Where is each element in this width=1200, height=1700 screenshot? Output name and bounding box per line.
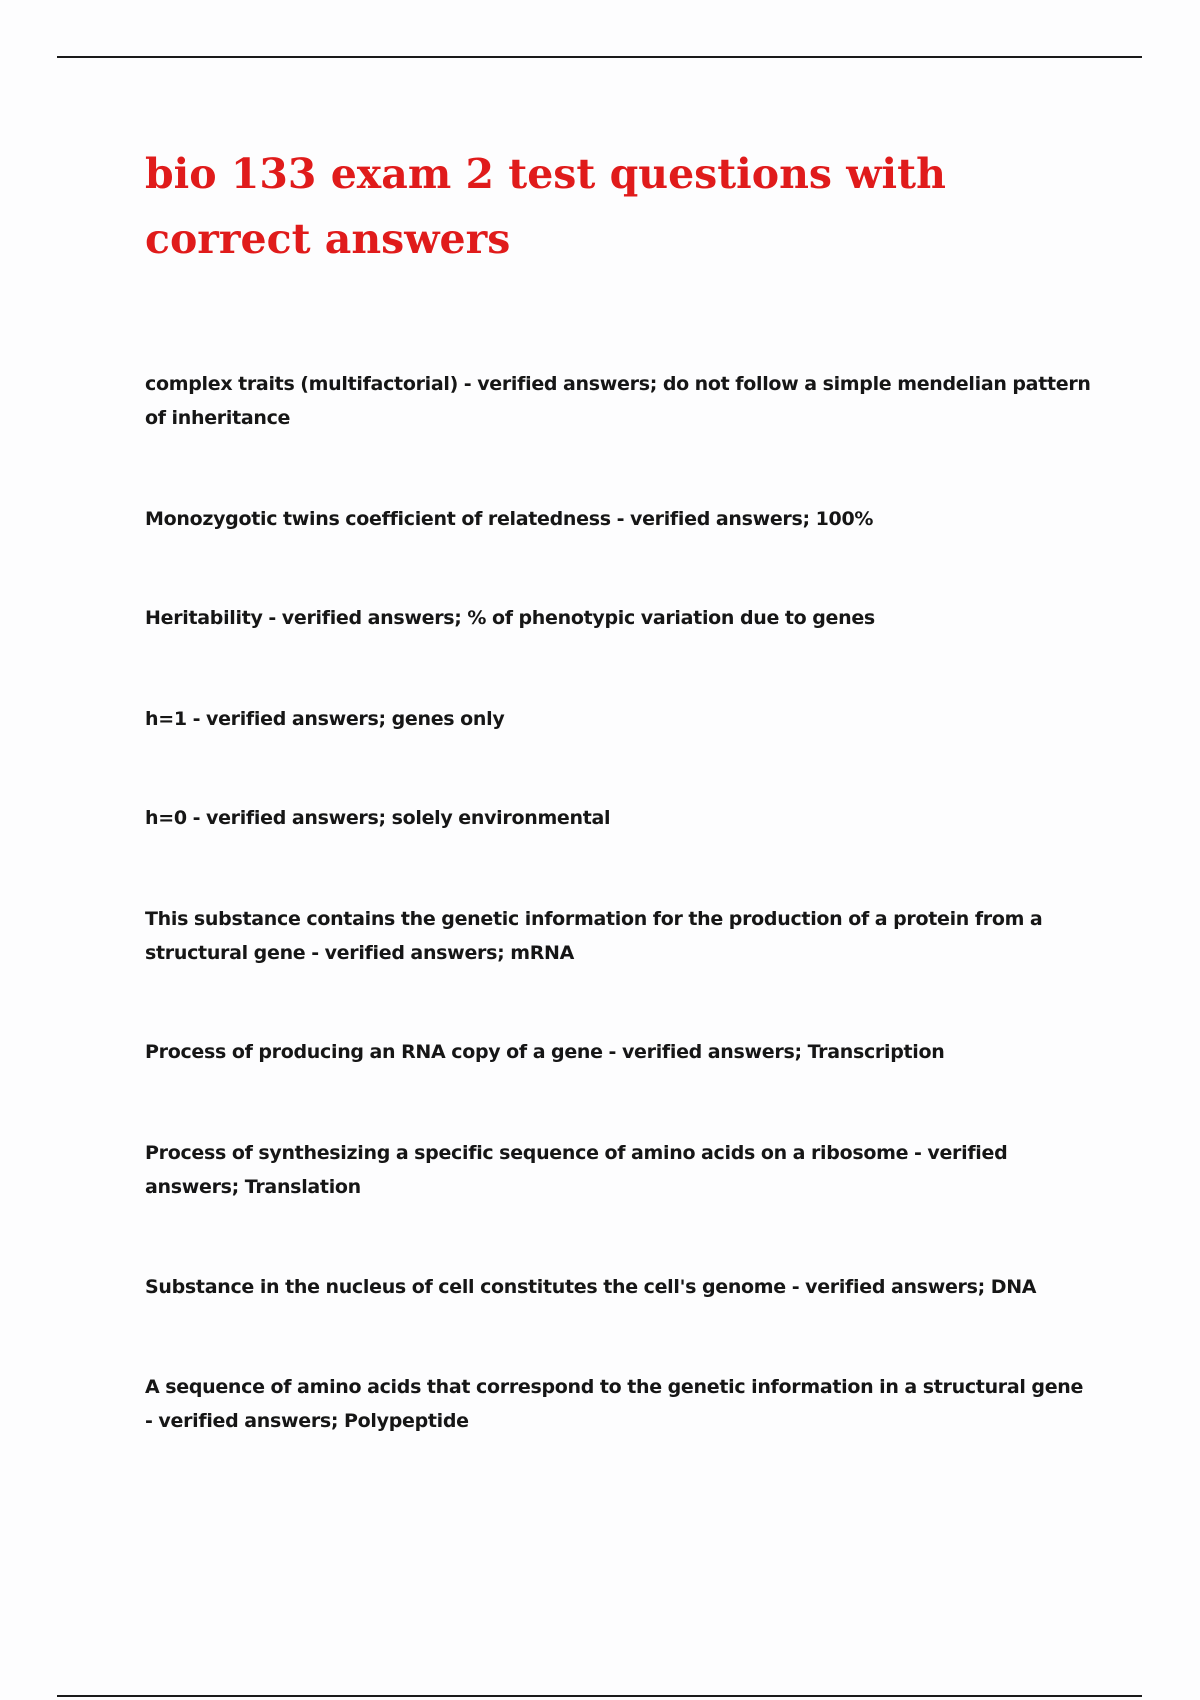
qa-item: Monozygotic twins coefficient of relatedness - verified answers; 100% [145,508,874,530]
qa-item: h=0 - verified answers; solely environmental [145,807,611,829]
qa-item: Process of synthesizing a specific sequence of amino acids on a ribosome - verified answers; Translation [145,1142,1008,1198]
qa-item: Substance in the nucleus of cell constitutes the cell's genome - verified answers; DNA [145,1276,1037,1298]
qa-item: h=1 - verified answers; genes only [145,708,505,730]
bottom-divider [57,1695,1142,1697]
page-title: bio 133 exam 2 test questions with correct answers [145,150,946,263]
qa-item: Process of producing an RNA copy of a gene - verified answers; Transcription [145,1041,945,1063]
qa-item: A sequence of amino acids that correspond to the genetic information in a structural gene - verified answers; Polypeptide [145,1376,1084,1432]
qa-item: Heritability - verified answers; % of phenotypic variation due to genes [145,607,875,629]
top-divider [57,56,1142,58]
qa-item: This substance contains the genetic information for the production of a protein from a structural gene - verified answers; mRNA [145,908,1043,964]
qa-item: complex traits (multifactorial) - verified answers; do not follow a simple mendelian pattern of inheritance [145,373,1091,429]
